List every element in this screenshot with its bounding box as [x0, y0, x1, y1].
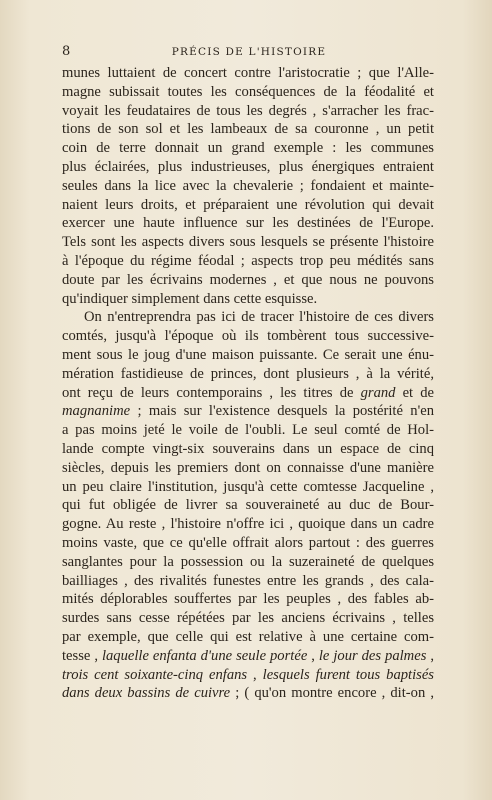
- text-line: à l'époque du régime féodal ; aspects trop peu médités sans: [62, 252, 434, 269]
- page-number: 8: [62, 44, 71, 59]
- text-line: tions de son sol et les lambeaux de sa couronne , un petit: [62, 121, 434, 138]
- text-line: surdes sans cesse répétées par les anciens écrivains , telles: [62, 610, 434, 627]
- text-line: dans deux bassins de cuivre ; ( qu'on montre encore , dit-on ,: [62, 685, 434, 702]
- text-line: bailliages , des rivalités funestes entre les grands , des cala-: [62, 572, 434, 589]
- text-line: moins vaste, que ce qu'elle offrait alors partout : des guerres: [62, 534, 434, 551]
- text-line: plus éclairées, plus industrieuses, plus énergiques entraient: [62, 158, 434, 175]
- text-line: mération fastidieuse de princes, dont plusieurs , à la vérité,: [62, 365, 434, 382]
- text-line: comtés, jusqu'à l'époque où ils tombèrent tous successive-: [62, 328, 434, 345]
- text-line: voyait les feudataires de tous les degrés , s'arracher les frac-: [62, 102, 434, 119]
- text-line: mités déplorables souffertes par les peuples , des fables ab-: [62, 591, 434, 608]
- text-line: un peu claire l'institution, jusqu'à cette comtesse Jacqueline ,: [62, 478, 434, 495]
- paragraph-1: [62, 64, 434, 308]
- text-line: qu'indiquer simplement dans cette esquisse.: [62, 290, 318, 307]
- text-line: a pas moins jeté le voile de l'oubli. Le seul comté de Hol-: [62, 422, 434, 439]
- text-line: ment sous le joug d'une maison puissante. Ce serait une énu-: [62, 346, 434, 363]
- text-line: par exemple, que celle qui est relative à une certaine com-: [62, 628, 434, 645]
- text-line: qui fut obligée de livrer sa souveraineté au duc de Bour-: [62, 497, 434, 514]
- text-line: doute par les écrivains modernes , et que nous ne pouvons: [62, 271, 434, 288]
- text-line: naient leurs droits, et préparaient une révolution qui devait: [62, 196, 434, 213]
- text-line: magne subissait toutes les conséquences de la féodalité et: [62, 83, 434, 100]
- page-body: [62, 64, 434, 703]
- text-line: Tels sont les aspects divers sous lesquels se présente l'histoire: [62, 234, 434, 251]
- text-line: lande compte vingt-six souverains dans un espace de cinq: [62, 440, 434, 457]
- text-line: exercer une haute influence sur les destinées de l'Europe.: [62, 215, 434, 232]
- text-line: siècles, depuis les premiers dont on connaisse d'une manière: [62, 459, 434, 476]
- page-header: [62, 44, 436, 60]
- text-line: On n'entreprendra pas ici de tracer l'histoire de ces divers: [84, 309, 434, 326]
- text-line: trois cent soixante-cinq enfans , lesquels furent tous baptisés: [62, 666, 434, 683]
- text-line: munes luttaient de concert contre l'aristocratie ; que l'Alle-: [62, 65, 434, 81]
- paragraph-2: [62, 308, 434, 703]
- text-line: seules dans la lice avec la chevalerie ; fondaient et mainte-: [62, 177, 434, 194]
- text-line: ont reçu de leurs contemporains , les titres de grand et de: [62, 384, 434, 401]
- text-line: gogne. Au reste , l'histoire n'offre ici , quoique dans un cadre: [62, 516, 434, 533]
- text-line: magnanime ; mais sur l'existence desquels la postérité n'en: [62, 403, 434, 420]
- running-title: PRÉCIS DE L'HISTOIRE: [171, 46, 327, 58]
- text-line: sanglantes pour la possession ou la suzeraineté de quelques: [62, 553, 434, 570]
- text-line: coin de terre donnait un grand exemple : les communes: [62, 140, 434, 157]
- text-line: tesse , laquelle enfanta d'une seule portée , le jour des palmes ,: [62, 647, 434, 664]
